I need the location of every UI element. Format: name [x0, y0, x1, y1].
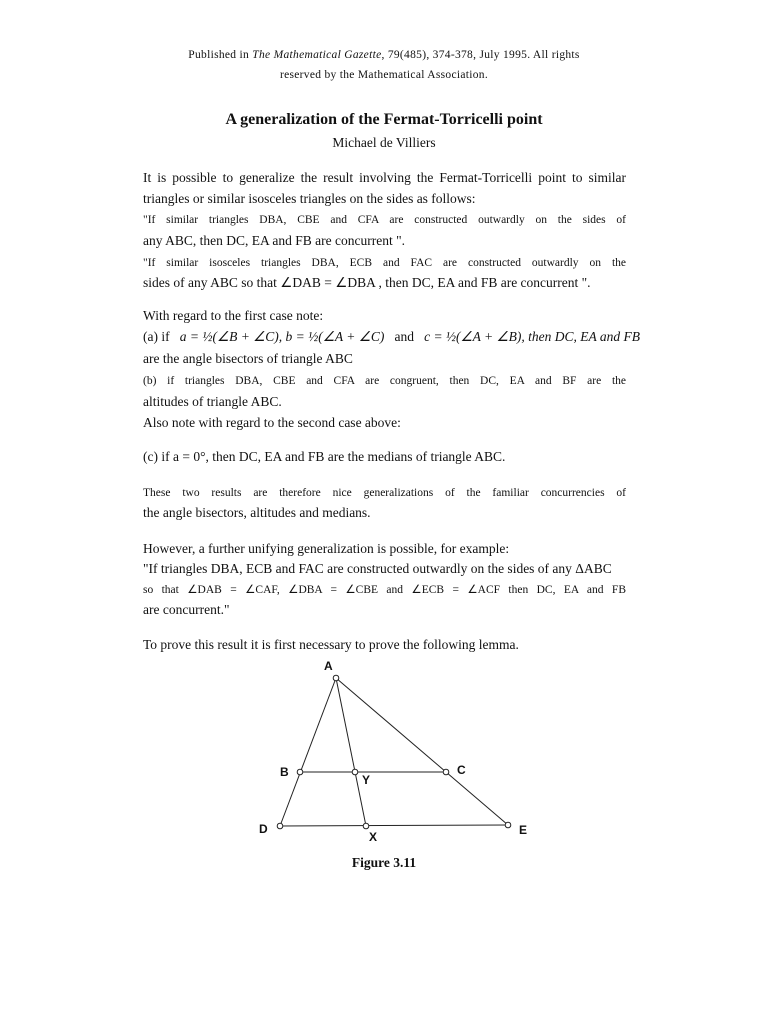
point-E	[505, 822, 511, 828]
label-C: C	[457, 763, 466, 777]
label-A: A	[324, 659, 333, 673]
statement1-line1	[143, 211, 626, 229]
point-Y	[352, 769, 358, 775]
further-line4: are concurrent."	[143, 602, 230, 617]
pub-prefix: Published in	[188, 49, 253, 61]
case-a-and: and	[394, 329, 414, 344]
case-a-line2: are the angle bisectors of triangle ABC	[143, 351, 353, 366]
publication-note-line1	[0, 49, 768, 61]
statement2-line2: sides of any ABC so that ∠DAB = ∠DBA , then DC, EA and FB are concurrent ".	[143, 275, 591, 290]
case-b-line1: (b) if triangles DBA, CBE and CFA are congruent, then DC, EA and BF are the	[143, 375, 626, 387]
paper-title: A generalization of the Fermat-Torricelli point	[225, 111, 543, 128]
point-X	[363, 823, 369, 829]
label-Y: Y	[362, 773, 371, 787]
case-c-line: (c) if a = 0°, then DC, EA and FB are the medians of triangle ABC.	[143, 449, 506, 464]
statement1-line2: any ABC, then DC, EA and FB are concurrent ".	[143, 233, 405, 248]
label-B: B	[280, 765, 289, 779]
point-A	[333, 675, 339, 681]
case-a-math1: a = ½(∠B + ∠C), b = ½(∠A + ∠C)	[179, 329, 385, 344]
intro-line2: triangles or similar isosceles triangles on the sides as follows:	[143, 191, 476, 206]
case-a-label: (a) if	[143, 329, 170, 344]
case-a-math2: c = ½(∠A + ∠B), then DC, EA and FB	[424, 329, 640, 344]
statement2-line1: "If similar isosceles triangles DBA, ECB and FAC are constructed outwardly on the	[143, 257, 626, 269]
segment-DE	[280, 825, 508, 826]
further-line3: so that ∠DAB = ∠CAF, ∠DBA = ∠CBE and ∠ECB = ∠ACF then DC, EA and FB	[143, 584, 626, 596]
point-B	[297, 769, 303, 775]
statement1-text: "If similar triangles DBA, CBE and CFA are constructed outwardly on the sides of	[143, 214, 626, 226]
pub-suffix: , 79(485), 374-378, July 1995. All rights	[381, 49, 580, 61]
further-line2: "If triangles DBA, ECB and FAC are constructed outwardly on the sides of any ΔABC	[143, 561, 612, 576]
conclusion-line2: the angle bisectors, altitudes and medians.	[143, 505, 371, 520]
point-C	[443, 769, 449, 775]
case-b-line2: altitudes of triangle ABC.	[143, 394, 282, 409]
publication-note-line2: reserved by the Mathematical Association.	[279, 69, 489, 81]
journal-name: The Mathematical Gazette	[252, 49, 382, 61]
intro-line1: It is possible to generalize the result involving the Fermat-Torricelli point to similar	[143, 170, 626, 185]
further-line1: However, a further unifying generalization is possible, for example:	[143, 541, 510, 556]
segment-AX	[336, 678, 366, 826]
conclusion-line1: These two results are therefore nice generalizations of the familiar concurrencies of	[143, 487, 626, 499]
label-X: X	[369, 830, 378, 844]
figure-caption: Figure 3.11	[351, 855, 417, 870]
lemma-intro: To prove this result it is first necessary to prove the following lemma.	[143, 637, 519, 652]
label-E: E	[519, 823, 528, 837]
author: Michael de Villiers	[332, 135, 436, 150]
point-D	[277, 823, 283, 829]
segment-AE	[336, 678, 508, 825]
case-a-line1	[143, 328, 640, 346]
segment-AD	[280, 678, 336, 826]
first-case-heading: With regard to the first case note:	[143, 308, 324, 323]
label-D: D	[259, 822, 268, 836]
second-case-heading: Also note with regard to the second case above:	[143, 415, 401, 430]
